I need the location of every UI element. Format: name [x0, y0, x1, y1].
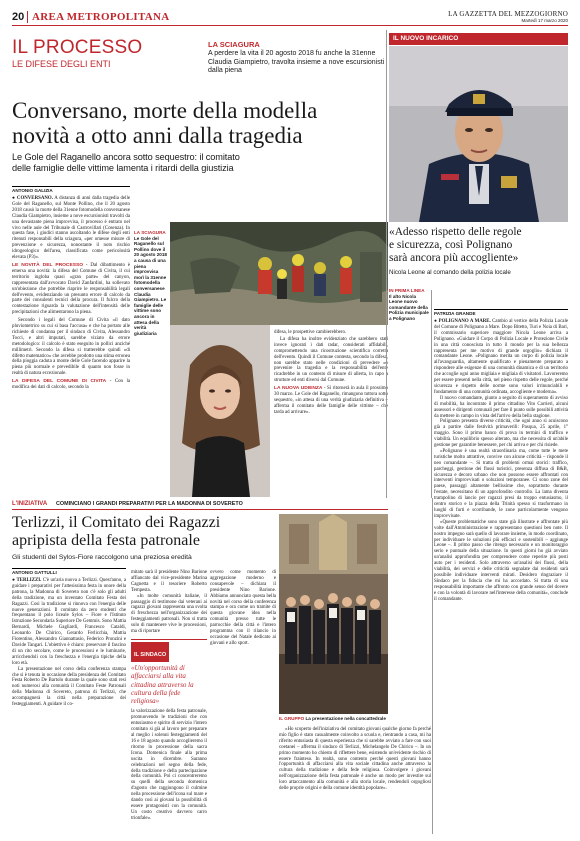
bottom-headline-1: Terlizzi, il Comitato dei Ragazzi — [12, 514, 221, 531]
bottom-author: ANTONIO GATTULLI — [12, 568, 126, 575]
kicker-subtitle: LE DIFESE DEGLI ENTI — [12, 59, 111, 69]
quote-line-3: sarà ancora più accogliente» — [389, 252, 519, 264]
interview-para2: Il nuovo comandante, giunto a seguito di superamento di avviso di mobilità, ha incontrato il primo cittadino Vito Carrieri, alcuni assessori e dirigenti comunali per fare il punto sulle possibili attività da mettere in campo in vista dell'arrivo della bella stagione. — [434, 395, 568, 419]
group-caption-label: IL GRUPPO — [279, 716, 305, 721]
bottom-col1-body — [12, 578, 126, 667]
bottom-col-4 — [279, 727, 431, 792]
leone-photo — [389, 46, 568, 222]
bottom-col-3 — [210, 570, 276, 647]
sciagura-box — [208, 40, 388, 76]
leone-photo-illustration — [389, 46, 568, 222]
bottom-col2-para2: «In molte comunità italiane, il passaggio di testimone dai veterani ai ragazzi giovani rappresenta una svolta di freschezza nell'organizzazione dei festeggiamenti patronali. Non si tratta solo di mantenere vive le processioni, ma di riportare — [131, 593, 207, 635]
column-divider-interview — [431, 290, 432, 498]
bottom-col2-text: mitato sarà il presidente Nino Barione affiancato dal vice-presidente Marina Cagnetta e il tesoriere Roberto Tempesta. — [131, 570, 207, 593]
main-col3-text: difesa, le prospettive cambierebbero. — [274, 330, 347, 335]
main-col1-para4 — [12, 379, 130, 391]
incarico-label-text: IL NUOVO INCARICO — [393, 35, 459, 42]
main-col3-para3 — [274, 386, 388, 416]
main-col3-para2: La difesa ha inoltre evidenziato che sarebbero stati invece ignorati i dati radar, considerati affidabili, compromettendo una ricostruzione scientifica corretta dell'evento. Quindi il Comune contesta, secondo la difesa, non sarebbe stato nelle condizioni di prevedere «o prevenire la tragedia e la responsabilità dell'ente ricadrebbe in un contesto di misure di allerta, in capo a strutture ed enti diversi dal Comune. — [274, 336, 388, 384]
interview-col — [434, 309, 568, 603]
masthead — [12, 10, 568, 26]
main-col1-para3 — [12, 318, 130, 377]
sindaco-label — [131, 642, 169, 662]
rescue-photo-illustration — [170, 222, 388, 325]
rescue-photo-caption — [134, 230, 168, 336]
main-col1-text2: - Dal dibattimento è emersa una novità: la difesa del Comune di Civita, il cui territorio ingloba quasi «gran parte» del canyon, rappresentata dall'avvocato David Zanfardini, ha sollevato un'obiezione che potrebbe riaprire le responsabilità legali dell'evento, evidenziando un presunto errore di calcolo da parte dei consulenti tecnici della procura. Il fulcro della contestazione riguarda la valutazione dell'intensità delle precipitazioni che alimentarono la piena. — [12, 262, 130, 316]
author-byline: ANTONIO GALIZIA — [12, 186, 130, 193]
main-col1-text: A distanza di anni dalla tragedia delle Gole del Raganello, sul Monte Pollino, che il 20 agosto 2018 causò la morte della 31enne fotomodella conversanese Claudia Giampietro, insieme a nove escursionisti travolti da una devastante piena improvvisa, il processo è entrato nel vivo nelle aule del Tribunale di Castrovillari (Cosenza). In questa fase, i giudici stanno ascoltando le difese degli enti ritenuti responsabili della sciagura, «per omesse misure di prevenzione e sicurezza, nonostante il noto rischio idrogeologico dell'area, classificata come pericolosità elevata (P3)». — [12, 196, 130, 261]
column-divider-bottom — [432, 498, 433, 834]
subhead-difesa: LA DIFESA DEL COMUNE DI CIVITA — [12, 379, 107, 385]
main-article-col-3 — [274, 330, 388, 416]
bottom-dateline: ● TERLIZZI. — [12, 578, 42, 583]
rescue-photo — [170, 222, 388, 325]
bullet-icon: ● — [12, 578, 17, 583]
bottom-col3-text: ovvero come momento di aggregazione moderno e consapevole – dichiara il presidente Nino Barione. Abbiamo annunciato questa bella novità nel corso della conferenza stampa e ora come un tramite di questa giovane idea nella comunità presso tutte le parrocchie della città e l'intero programma con il rilancio in occasione del Natale dedicato ai giovani e allo sport. — [210, 570, 276, 646]
interview-body — [434, 319, 568, 396]
sciagura-text: A perdere la vita il 20 agosto 2018 fu anche la 31enne Claudia Giampietro, travolta insieme a nove escursionisti dalla piena — [208, 50, 385, 74]
bottom-col1-para2: La presentazione nel corso della conferenza stampa che si è tenuta in occasione della presidenza del Comitato Festa Roberto De Bartolo durante la quale sono stati resi noti numerosi alla comunità il Comitato Feste Patronali della Madonna di Sovereto, patrona di Terlizzi, che accompagnerà la città nella preparazione dei festeggiamenti. A guidare il co- — [12, 666, 126, 708]
sindaco-quote: «Un'opportunità di affacciarsi alla vita cittadina attraverso la cultura della fede religiosa» — [131, 663, 194, 706]
group-photo-caption — [279, 716, 388, 722]
group-caption-block — [279, 716, 388, 722]
bottom-col1-text: C'è un'aria nuova a Terlizzi. Quest'anno, a guidare i preparativi per l'attesissima festa in onore della patrona, la Madonna di Sovereto non c'è solo gli adulti della tradizione, ma un inventato Comitato Festa dei Ragazzi. Così la tradizione si rinnova con l'energia delle nuove generazioni. Il comitato da zero studenti che frequentano il polo liceale Sylos – Fiore e l'Istituto Istruzione Secondaria Superiore De Gemmis. Sono Mattia Bernardi, Michele Gagliardi, Francesco Cataldi, Leonardo De Chirico, Gerardo Ferlicchia, Mattia Fiorentino, Alessandro Giannattasio, Federico Pronzini e Davide Tangari. L'obiettivo è chiaro: preservare il fascino di un rito secolare, come le processioni e le luminarie, arricchendoli con la freschezza e l'energia tipiche della loro età. — [12, 578, 126, 666]
portrait-illustration — [170, 325, 270, 497]
bullet-icon: ● — [434, 319, 439, 324]
interview-caption-text: Il alto Nicola Leone nuovo comandante della Polizia municipale a Polignano — [389, 293, 429, 321]
iniziativa-label-text: COMINCIANO I GRANDI PREPARATIVI PER LA MADONNA DI SOVERETO — [56, 501, 243, 507]
main-col1-text3: Secondo i legali del Comune di Civita «il dato pluviometrico su cui si basa l'accusa» e che ha portato alle richieste di condanna per il sindaco di Civita, Alessandro Tocci, e altri imputati, sarebbe viziato da errore metodologico: il calcolo è stato eseguito in pollici anziché millimetri. Secondo la difesa si tratterebbe quindi «di difetto matematico» che avrebbe prodotto una stima erronea della pioggia caduta a monte delle Gole facendo apparire la piena più normale e prevedibile di quanto non fosse in realtà di natura eccezionale. — [12, 318, 130, 377]
main-col1-text4: - Con la modifica dei dati di calcolo, secondo la — [12, 379, 130, 391]
quote-line-1: «Adesso rispetto delle regole — [389, 226, 522, 238]
subhead-novita: LE NOVITÀ DEL PROCESSO — [12, 262, 84, 268]
bottom-headline-2: apripista della festa patronale — [12, 532, 200, 549]
deck-line-2: delle famiglie delle vittime lamenta i ritardi della giustizia — [12, 162, 234, 173]
main-article-col-1 — [12, 186, 130, 391]
iniziativa-bar — [12, 499, 388, 510]
column-divider-right — [386, 30, 387, 498]
iniziativa-label: L'INIZIATIVA — [12, 501, 48, 507]
interview-caption-label: IN PRIMA LINEA — [389, 288, 425, 293]
sindaco-label-text: IL SINDACO — [134, 651, 167, 658]
bottom-col-1 — [12, 568, 126, 708]
bottom-headline — [12, 514, 274, 562]
interview-para3: Polignano presenta diverse criticità, che ogni anno si acuiscono già a partire dalle festività primaverili: Pasqua, 25 aprile, 1° maggio. Sono il primo banco di prova in termini di traffico e viabilità. Un equilibrio spesso alterato, ma che necessita di un'abile gestione per garantire benessere, per chi arriva e per chi risiede. — [434, 419, 568, 449]
main-col3-text3: - Si ritornerà in aula il prossimo 30 marzo. Le Gole del Raganello, rimangono tuttora sotto sequestro, «in attesa di una verità giudiziaria definitiva – afferma il comitato delle famiglie delle vittime – che tarda ad arrivare». — [274, 386, 388, 415]
main-deck — [12, 152, 388, 173]
headline-line-1: Conversano, morte della modella — [12, 98, 318, 123]
caption-label: LA SCIAGURA — [134, 230, 166, 235]
caption-text: Le Gole del Raganello sul Pollino dove il 20 agosto 2018 a causa di una piena improvvisa morì la 31enne fotomodella conversanese Claudia Giampietro. Le famiglie delle vittime sono ancora in attesa della verità giudiziaria — [134, 235, 167, 336]
interview-caption — [389, 288, 429, 322]
main-col1-para2 — [12, 263, 130, 316]
caption-block — [134, 230, 168, 336]
interview-text: Cambio al vertice della Polizia Locale del Comune di Polignano a Mare. Dopo Bitetto, Turi e Noia di Bari, il commissario superiore maggiore Nicola Leone arriva a Polignano. «Guidare il Corpo di Polizia Locale e Protezione Civile in una città conosciuta in tutto il mondo per la sua bellezza rappresenta per me motivo di grande orgoglio» dichiara il comandante Leone. «Polignano merita un corpo di polizia locale all'avanguardia, altamente qualificato e pienamente preparato a rispondere alle esigenze di una comunità dinamica e di un territorio che accoglie ogni anno migliaia e migliaia di visitatori. Lavoreremo per essere presenti nella città, nel pieno rispetto delle regole, perché sicurezza e rispetto delle norme sono valori irrinunciabili e fondamento di una comunità ordinata, accogliente e moderna». — [434, 319, 568, 395]
section-title: AREA METROPOLITANA — [32, 11, 170, 23]
interview-headline — [389, 226, 568, 277]
bottom-col2-para3: la valorizzazione della festa patronale, promuovendo le tradizioni che con entusiasmo e spirito di servizio l'intero comitato si già al lavoro per preparare al meglio i solenni festeggiamenti del 16 e 18 agosto quando accoglieremo il ritorno in processione della sacra Icona. Domenica finale alla prima uscita in dicembre. Saranno celebrazioni nel segno della fede, della tradizione e della partecipazione della comunità. Poi ci concentreremo su quelli della seconda domenica d'agosto che raggiungono il culmine nella processione dell'icona sul mare e dando così ai giovani la possibilità di essere protagonisti con la comunità. Un costo creativo davvero carro trionfale». — [131, 709, 207, 821]
newspaper-name: LA GAZZETTA DEL MEZZOGIORNO — [448, 10, 568, 18]
main-col1-body — [12, 196, 130, 261]
quote-line-2: e sicurezza, così Polignano — [389, 239, 513, 251]
main-headline — [12, 98, 388, 148]
interview-sub: Nicola Leone al comando della polizia locale — [389, 269, 511, 276]
group-photo — [279, 514, 388, 714]
group-caption-text: La presentazione nella concattedrale — [305, 716, 386, 721]
interview-author: PATRIZIA GRANDE — [434, 309, 568, 316]
subhead-udienza: LA NUOVA UDIENZA — [274, 386, 323, 392]
sciagura-label: LA SCIAGURA — [208, 40, 260, 49]
headline-line-2: novità a otto anni dalla tragedia — [12, 123, 303, 148]
edition-date: Martedì 17 marzo 2020 — [521, 18, 568, 23]
incarico-label — [389, 33, 568, 45]
interview-para5: «Queste problematiche sono state già illustrate e affrontate più volte dall'Amministrazione e rappresentano questioni ben note. Il nostro impegno sarà quello di lavorare insieme, in modo coordinato, per individuare le soluzioni più efficaci e sostenibili – aggiunge Leone –. Il primo passo che ritengo necessario e un monitoraggio serio e puntuale della situazione. In questi giorni ho già avviato un'analisi approfondita per comprendere come reperire più posti auto per i residenti. Solo attraverso un'analisi dei flussi, della viabilità, dei servizi e delle criticità segnalate dai residenti sarà possibile individuare interventi mirati. Desidero ringraziare il Sindaco per la fiducia che mi ha accordato. Si tratta di una responsabilità importante che affronto con grande senso del dovere e con la volontà di lavorare nell'interesse della comunità», conclude il comandante. — [434, 519, 568, 602]
page-number: 20 — [12, 11, 25, 23]
interview-dateline: ● POLIGNANO A MARE. — [434, 319, 491, 324]
masthead-divider — [27, 11, 28, 23]
deck-line-1: Le Gole del Raganello ancora sotto sequestro: il comitato — [12, 152, 240, 162]
dateline: ● CONVERSANO. — [12, 196, 53, 201]
kicker — [12, 38, 212, 70]
bottom-col-2 — [131, 570, 207, 822]
victim-portrait — [170, 325, 270, 497]
kicker-title: IL PROCESSO — [12, 37, 143, 58]
bottom-col4-text: «Ho scoperto dell'iniziativa del comitato giovani qualche giorno fa perché mio figlio è stato casualmente coinvolto a scuola e, rientrando a casa, mi ha riferito entusiasta di questa esperienza che si sarebbe avviato a fare con suoi coetanei – afferma il sindaco di Terlizzi, Michelangelo De Chirico –. In un primo momento ho chiesto di riflettere bene, esistendo un'evidente rischio di essere frainteso. In realtà, sono contento perché questi giovani hanno l'opportunità di affacciarsi alla vita sociale cittadina anche attraverso la cultura della tradizione e della fede religiosa. Coinvolgere i giovani nell'organizzazione della festa patronale è anche un modo per investire sul loro attaccamento alla comunità e alla storia locale, rendendoli orgogliosi delle proprie origini e della comune identità popolare». — [279, 727, 431, 792]
interview-para4: «Polignano è una realtà straordinaria ma, come tutte le mete turistiche molto attrattive, convive con alcune criticità – risponde il neo comandante –. Si tratta di problemi ormai storici: traffico, parcheggi, gestione dei flussi turistici, presenza diffusa di B&B, sicurezza e decoro urbano che non possono essere affrontati con interventi improvvisati o soluzioni temporanee. Ci sono zone del paese, passaggi altamente bellissime che, soprattutto durante l'estate, necessitano di un approfondito controllo. La lama diventa trampolino di lancio per ragazzi presi da troppo entusiasmo, il centro storico e la piazza della Trinità spesso si trasformano in luoghi di furti e scorribande, le zone particolarmente vengono improvvisate. — [434, 448, 568, 519]
interview-caption-block — [389, 288, 429, 322]
group-photo-illustration — [279, 514, 388, 714]
sindaco-box — [131, 639, 207, 705]
bottom-deck: Gli studenti del Sylos-Fiore raccolgono una preziosa eredità — [12, 554, 192, 561]
bullet-icon: ● — [12, 196, 17, 201]
